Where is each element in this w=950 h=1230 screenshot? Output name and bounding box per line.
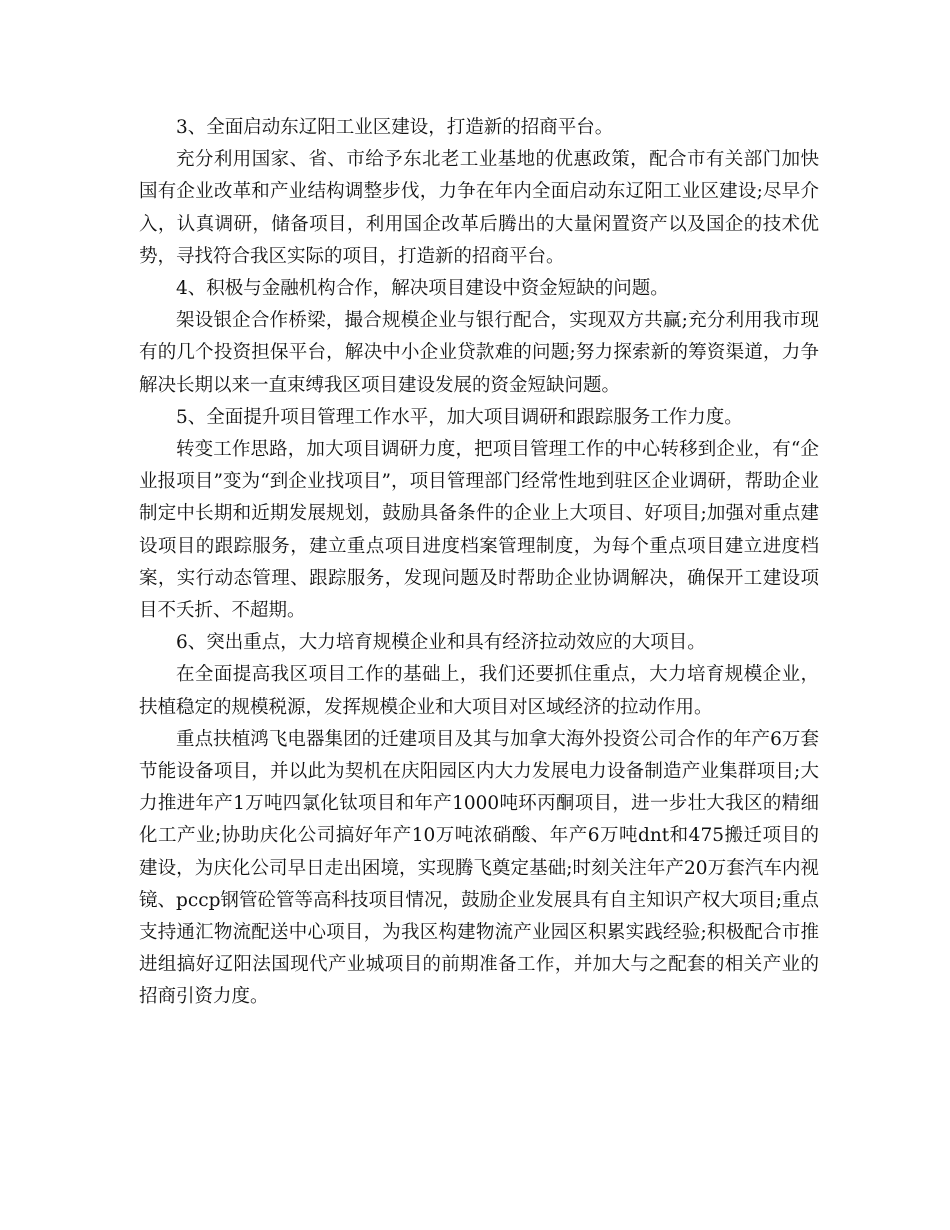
body-paragraph: 重点扶植鸿飞电器集团的迁建项目及其与加拿大海外投资公司合作的年产6万套节能设备项目，并以此为契机在庆阳园区内大力发展电力设备制造产业集群项目;大力推进年产1万吨四氯化钛项目和年产1000吨环丙酮项目，进一步壮大我区的精细化工产业;协助庆化公司搞好年产10万吨浓硝酸、年产6万吨dnt和475搬迁项目的建设，为庆化公司早日走出困境，实现腾飞奠定基础;时刻关注年产20万套汽车内视镜、pccp钢管砼管等高科技项目情况，鼓励企业发展具有自主知识产权大项目;重点支持通汇物流配送中心项目，为我区构建物流产业园区积累实践经验;积极配合市推进组搞好辽阳法国现代产业城项目的前期准备工作，并加大与之配套的相关产业的招商引资力度。 bbox=[139, 728, 819, 1008]
body-paragraph: 在全面提高我区项目工作的基础上，我们还要抓住重点，大力培育规模企业，扶植稳定的规模税源，发挥规模企业和大项目对区域经济的拉动作用。 bbox=[139, 664, 819, 718]
section-heading-5: 5、全面提升项目管理工作水平，加大项目调研和跟踪服务工作力度。 bbox=[176, 406, 743, 428]
section-heading-4: 4、积极与金融机构合作，解决项目建设中资金短缺的问题。 bbox=[176, 278, 669, 300]
body-paragraph: 充分利用国家、省、市给予东北老工业基地的优惠政策，配合市有关部门加快国有企业改革和产业结构调整步伐，力争在年内全面启动东辽阳工业区建设;尽早介入，认真调研，储备项目，利用国企改革后腾出的大量闲置资产以及国企的技术优势，寻找符合我区实际的项目，打造新的招商平台。 bbox=[139, 149, 819, 267]
section-heading-6: 6、突出重点，大力培育规模企业和具有经济拉动效应的大项目。 bbox=[176, 632, 706, 654]
body-paragraph: 转变工作思路，加大项目调研力度，把项目管理工作的中心转移到企业，有“企业报项目”变为“到企业找项目”，项目管理部门经常性地到驻区企业调研，帮助企业制定中长期和近期发展规划，鼓励具备条件的企业上大项目、好项目;加强对重点建设项目的跟踪服务，建立重点项目进度档案管理制度，为每个重点项目建立进度档案，实行动态管理、跟踪服务，发现问题及时帮助企业协调解决，确保开工建设项目不夭折、不超期。 bbox=[139, 439, 819, 622]
section-heading-3: 3、全面启动东辽阳工业区建设，打造新的招商平台。 bbox=[176, 117, 614, 138]
body-paragraph: 架设银企合作桥梁，撮合规模企业与银行配合，实现双方共赢;充分利用我市现有的几个投资担保平台，解决中小企业贷款难的问题;努力探索新的筹资渠道，力争解决长期以来一直束缚我区项目建设发展的资金短缺问题。 bbox=[139, 310, 819, 396]
document-page bbox=[139, 112, 819, 1014]
